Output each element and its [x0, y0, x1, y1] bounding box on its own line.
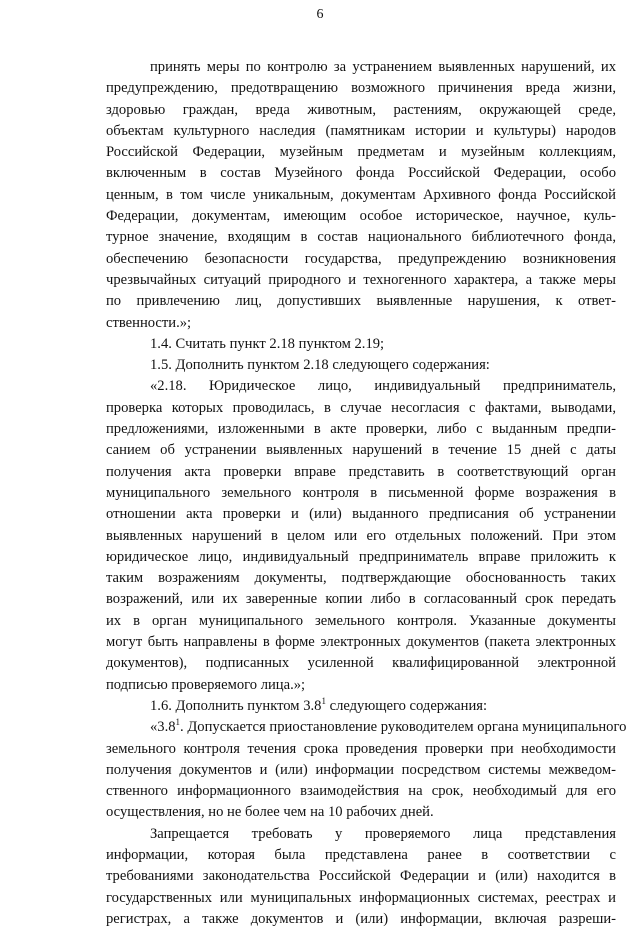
text-line [106, 739, 616, 760]
text-line [106, 504, 616, 525]
text-line-content: государственных или муниципальных информационных системах, реестрах и [106, 889, 616, 906]
text-line-content: таким возражениям документы, подтверждающие обоснованность таких [106, 570, 616, 587]
text-line [106, 781, 616, 802]
text-line-content: предупреждению, предотвращению возможного причинения вреда жизни, [106, 80, 616, 97]
text-line [106, 888, 616, 909]
text-line [106, 845, 616, 866]
text-line-content: предложениями, изложенными в акте проверки, либо с выданным предпи- [106, 421, 616, 438]
text-line [106, 121, 616, 142]
superscript: 1 [321, 696, 326, 707]
text-line-content: ценным, в том числе уникальным, документам Архивного фонда Российской [106, 186, 616, 203]
page-number: 6 [316, 7, 324, 22]
text-line [106, 78, 616, 99]
text-line-content: Российской Федерации, музейным предметам и музейным коллекциям, [106, 144, 616, 161]
text-line-content: включенным в состав Музейного фонда Российской Федерации, особо [106, 165, 616, 182]
text-line [106, 675, 616, 696]
text-line [106, 547, 616, 568]
text-line-content: могут быть направлены в форме электронных документов (пакета электронных [106, 634, 616, 651]
text-line-content: объектам культурного наследия (памятникам истории и культуры) народов [106, 122, 616, 139]
text-line-content: требованиями законодательства Российской Федерации и (или) находится в [106, 868, 616, 885]
text-line [106, 589, 616, 610]
text-line [106, 185, 616, 206]
text-line [106, 696, 616, 717]
text-line [106, 376, 616, 397]
text-line [106, 163, 616, 184]
text-line-continuation: следующего содержания: [325, 697, 488, 714]
text-line-content: по привлечению лиц, допустивших выявленные нарушения, к ответ- [106, 293, 616, 310]
text-line-content: турное значение, входящим в состав национального библиотечного фонда, [106, 229, 616, 246]
text-line [106, 57, 616, 78]
text-line [106, 291, 616, 312]
text-line-continuation: . Допускается приостановление руководителем органа муниципального [180, 719, 627, 736]
text-line [106, 526, 616, 547]
text-line [106, 866, 616, 887]
superscript: 1 [175, 717, 181, 728]
text-line-content: здоровью граждан, вреда животным, растениям, окружающей среде, [106, 101, 616, 118]
text-line [106, 568, 616, 589]
text-line [106, 270, 616, 291]
text-line-content: «3.8 [150, 719, 176, 736]
text-line-content: получения документов и (или) информации посредством системы межведом- [106, 761, 616, 778]
text-line [106, 355, 616, 376]
text-line [106, 398, 616, 419]
text-line-content: возражений, или их заверенные копии либо в согласованный срок передать [106, 591, 616, 608]
text-line-content: 1.4. Считать пункт 2.18 пунктом 2.19; [150, 335, 385, 352]
text-line-content: отношении акта проверки и (или) выданного предписания об устранении [106, 506, 616, 523]
text-line [106, 802, 616, 823]
text-line [106, 611, 616, 632]
text-line-content: ственного информационного взаимодействия на срок, необходимый для его [106, 783, 616, 800]
text-line [106, 909, 616, 930]
text-line [106, 249, 616, 270]
text-line-content: юридическое лицо, индивидуальный предприниматель вправе приложить к [106, 548, 616, 565]
text-line-content: подписью проверяемого лица.»; [106, 676, 306, 693]
text-line [106, 100, 616, 121]
text-line-content: 1.5. Дополнить пунктом 2.18 следующего содержания: [150, 357, 490, 374]
text-line [106, 760, 616, 781]
text-line [106, 206, 616, 227]
text-line [106, 227, 616, 248]
text-line-content: санием об устранении выявленных нарушений в течение 15 дней с даты [106, 442, 616, 459]
text-line-content: получения акта проверки вправе представить в соответствующий орган [106, 463, 616, 480]
text-line-content: осуществления, но не более чем на 10 рабочих дней. [106, 804, 434, 821]
text-line [106, 313, 616, 334]
text-line-content: муниципального земельного контроля в письменной форме возражения в [106, 484, 616, 501]
text-line [106, 462, 616, 483]
text-line-content: чрезвычайных ситуаций природного и техногенного характера, а также меры [106, 271, 616, 288]
text-line-content: выявленных нарушений в целом или его отдельных положений. При этом [106, 527, 616, 544]
text-line [106, 142, 616, 163]
text-line-content: 1.6. Дополнить пунктом 3.8 [150, 697, 322, 714]
text-line-content: регистрах, а также документов и (или) информации, включая разреши- [106, 910, 616, 927]
text-line-content: Федерации, документам, имеющим особое историческое, научное, куль- [106, 208, 616, 225]
text-line-content: проверка которых проводилась, в случае несогласия с фактами, выводами, [106, 399, 616, 416]
text-line-content: документов), подписанных усиленной квалифицированной электронной [106, 655, 616, 672]
text-line [106, 440, 616, 461]
text-line-content: земельного контроля течения срока проведения проверки при необходимости [106, 740, 616, 757]
text-line [106, 419, 616, 440]
text-line-content: «2.18. Юридическое лицо, индивидуальный предприниматель, [150, 378, 616, 395]
text-line [106, 717, 627, 738]
text-line-content: ственности.»; [106, 314, 192, 331]
text-line [106, 334, 616, 355]
text-line [106, 824, 616, 845]
text-line-content: их в орган муниципального земельного контроля. Указанные документы [106, 612, 616, 629]
text-line-content: принять меры по контролю за устранением выявленных нарушений, их [150, 59, 616, 75]
text-line-content: Запрещается требовать у проверяемого лица представления [150, 825, 616, 842]
text-line-content: информации, которая была представлена ранее в соответствии с [106, 846, 616, 863]
text-line [106, 653, 616, 674]
text-line [106, 483, 616, 504]
text-line-content: обеспечению безопасности государства, предупреждению возникновения [106, 250, 616, 267]
text-line [106, 632, 616, 653]
document-body [106, 57, 627, 930]
